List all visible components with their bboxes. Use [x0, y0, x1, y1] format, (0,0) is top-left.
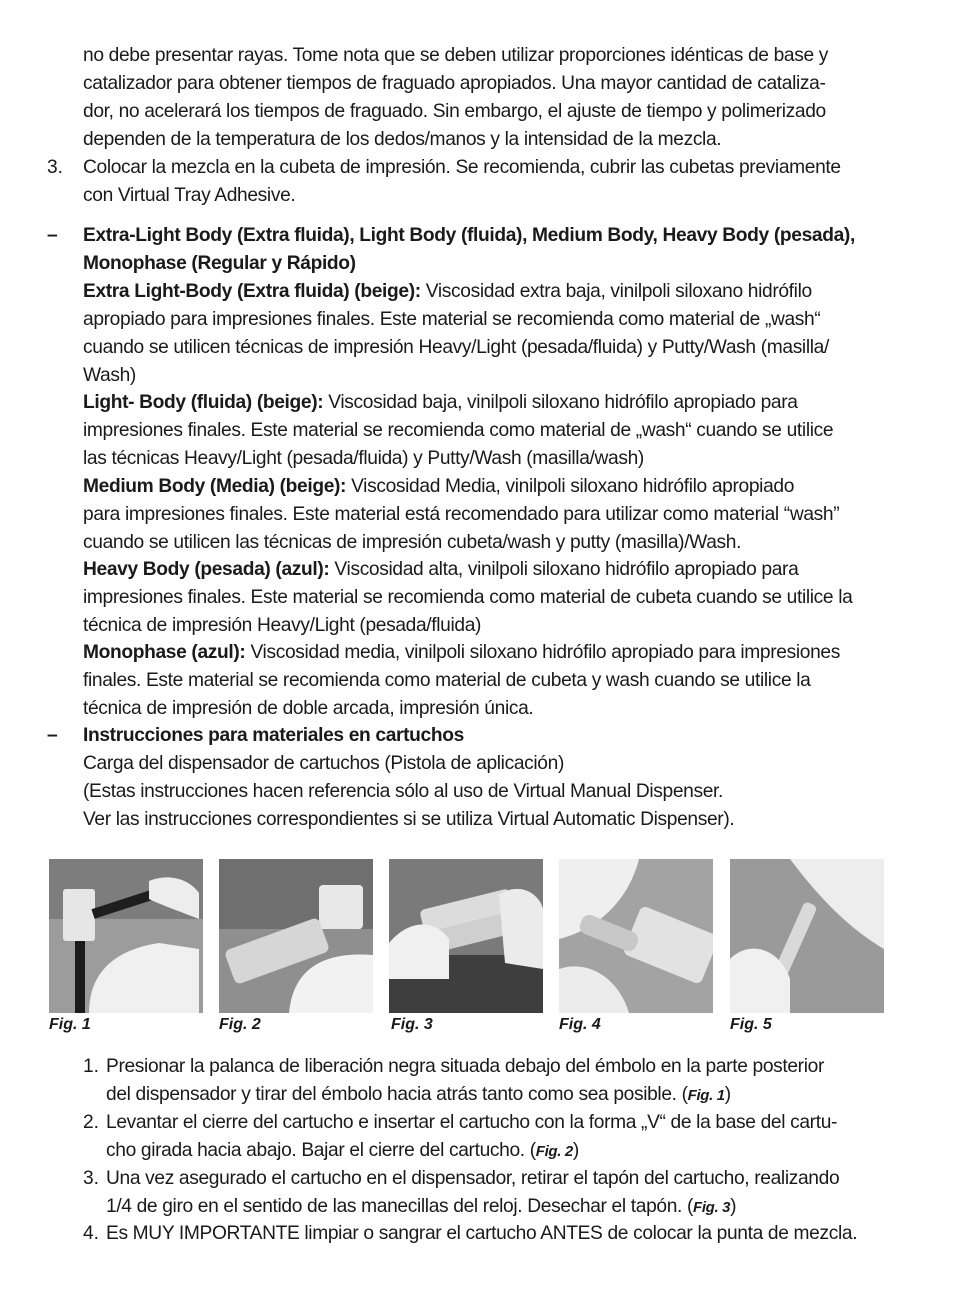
step-line: Una vez asegurado el cartucho en el dispensador, retirar el tapón del cartucho, realizando: [106, 1168, 840, 1189]
material-label: Monophase (azul):: [83, 642, 246, 663]
material-label: Heavy Body (pesada) (azul):: [83, 559, 330, 580]
figure-reference: Fig. 3: [693, 1199, 731, 1216]
material-line: para impresiones finales. Este material está recomendado para utilizar como material “wash”: [83, 504, 840, 525]
material-line: finales. Este material se recomienda como material de cubeta y wash cuando se utilice la: [83, 670, 811, 691]
step3-line: con Virtual Tray Adhesive.: [83, 185, 296, 206]
material-text: Viscosidad media, vinilpoli siloxano hidrófilo apropiado para impresiones: [245, 642, 840, 663]
material-first-line: [83, 639, 840, 667]
material-label: Extra Light-Body (Extra fluida) (beige):: [83, 281, 421, 302]
step-number: 2.: [83, 1112, 100, 1133]
material-first-line: [83, 278, 812, 306]
material-text: Viscosidad baja, vinilpoli siloxano hidrófilo apropiado para: [323, 392, 798, 413]
step-number: 4.: [83, 1223, 100, 1244]
material-first-line: [83, 389, 798, 417]
material-line: cuando se utilicen las técnicas de impresión cubeta/wash y putty (masilla)/Wash.: [83, 532, 742, 553]
section-heading: Monophase (Regular y Rápido): [83, 253, 356, 274]
step3-line: Colocar la mezcla en la cubeta de impresión. Se recomienda, cubrir las cubetas previamente: [83, 157, 841, 178]
material-label: Medium Body (Media) (beige):: [83, 476, 347, 497]
material-first-line: [83, 473, 794, 501]
step-text: ): [724, 1084, 731, 1105]
material-line: impresiones finales. Este material se recomienda como material de cubeta cuando se utilice la: [83, 587, 853, 608]
material-text: Viscosidad extra baja, vinilpoli siloxano hidrófilo: [420, 281, 812, 302]
material-line: las técnicas Heavy/Light (pesada/fluida) y Putty/Wash (masilla/wash): [83, 448, 644, 469]
section-dash: –: [47, 725, 58, 746]
step-line: Es MUY IMPORTANTE limpiar o sangrar el cartucho ANTES de colocar la punta de mezcla.: [106, 1223, 858, 1244]
intro-line: dor, no acelerará los tiempos de fraguado. Sin embargo, el ajuste de tiempo y polimerizado: [83, 101, 826, 122]
section-line: Carga del dispensador de cartuchos (Pistola de aplicación): [83, 753, 564, 774]
step-number: 1.: [83, 1056, 100, 1077]
figure-caption: Fig. 5: [730, 1016, 772, 1033]
figure-image-1: [49, 859, 203, 1013]
material-text: Viscosidad alta, vinilpoli siloxano hidrófilo apropiado para: [329, 559, 799, 580]
material-line: técnica de impresión Heavy/Light (pesada/fluida): [83, 615, 482, 636]
section-line: Ver las instrucciones correspondientes si se utiliza Virtual Automatic Dispenser).: [83, 809, 735, 830]
figure-image-3: [389, 859, 543, 1013]
figure-caption: Fig. 2: [219, 1016, 261, 1033]
step-line-with-ref: [106, 1193, 736, 1222]
section-heading: Extra-Light Body (Extra fluida), Light Body (fluida), Medium Body, Heavy Body (pesada),: [83, 225, 855, 246]
figure-caption: Fig. 1: [49, 1016, 91, 1033]
figure-reference: Fig. 1: [687, 1087, 725, 1104]
figure-reference: Fig. 2: [535, 1143, 573, 1160]
step-number: 3.: [83, 1168, 100, 1189]
material-text: Viscosidad Media, vinilpoli siloxano hidrófilo apropiado: [346, 476, 795, 497]
material-label: Light- Body (fluida) (beige):: [83, 392, 324, 413]
intro-line: no debe presentar rayas. Tome nota que se deben utilizar proporciones idénticas de base y: [83, 45, 829, 66]
section-line: (Estas instrucciones hacen referencia sólo al uso de Virtual Manual Dispenser.: [83, 781, 723, 802]
material-line: impresiones finales. Este material se recomienda como material de „wash“ cuando se utilice: [83, 420, 834, 441]
step-text: ): [730, 1196, 737, 1217]
step-line: Presionar la palanca de liberación negra situada debajo del émbolo en la parte posterior: [106, 1056, 825, 1077]
material-first-line: [83, 556, 798, 584]
step-line-with-ref: [106, 1081, 731, 1110]
figure-image-5: [730, 859, 884, 1013]
section-heading: Instrucciones para materiales en cartuchos: [83, 725, 464, 746]
step-text: ): [572, 1140, 579, 1161]
step-text: cho girada hacia abajo. Bajar el cierre del cartucho. (: [106, 1140, 536, 1161]
figure-caption: Fig. 4: [559, 1016, 601, 1033]
step-line: Levantar el cierre del cartucho e insertar el cartucho con la forma „V“ de la base del cartu-: [106, 1112, 838, 1133]
step-number: 3.: [47, 157, 64, 178]
section-dash: –: [47, 225, 58, 246]
material-line: técnica de impresión de doble arcada, impresión única.: [83, 698, 534, 719]
intro-line: catalizador para obtener tiempos de fraguado apropiados. Una mayor cantidad de cataliza-: [83, 73, 826, 94]
material-line: cuando se utilicen técnicas de impresión Heavy/Light (pesada/fluida) y Putty/Wash (masilla/: [83, 337, 829, 358]
step-text: 1/4 de giro en el sentido de las manecillas del reloj. Desechar el tapón. (: [106, 1196, 694, 1217]
step-line-with-ref: [106, 1137, 579, 1166]
material-line: Wash): [83, 365, 136, 386]
figure-image-4: [559, 859, 713, 1013]
figure-image-2: [219, 859, 373, 1013]
step-text: del dispensador y tirar del émbolo hacia atrás tanto como sea posible. (: [106, 1084, 688, 1105]
intro-line: dependen de la temperatura de los dedos/manos y la intensidad de la mezcla.: [83, 129, 722, 150]
material-line: apropiado para impresiones finales. Este material se recomienda como material de „wash“: [83, 309, 821, 330]
figure-caption: Fig. 3: [391, 1016, 433, 1033]
